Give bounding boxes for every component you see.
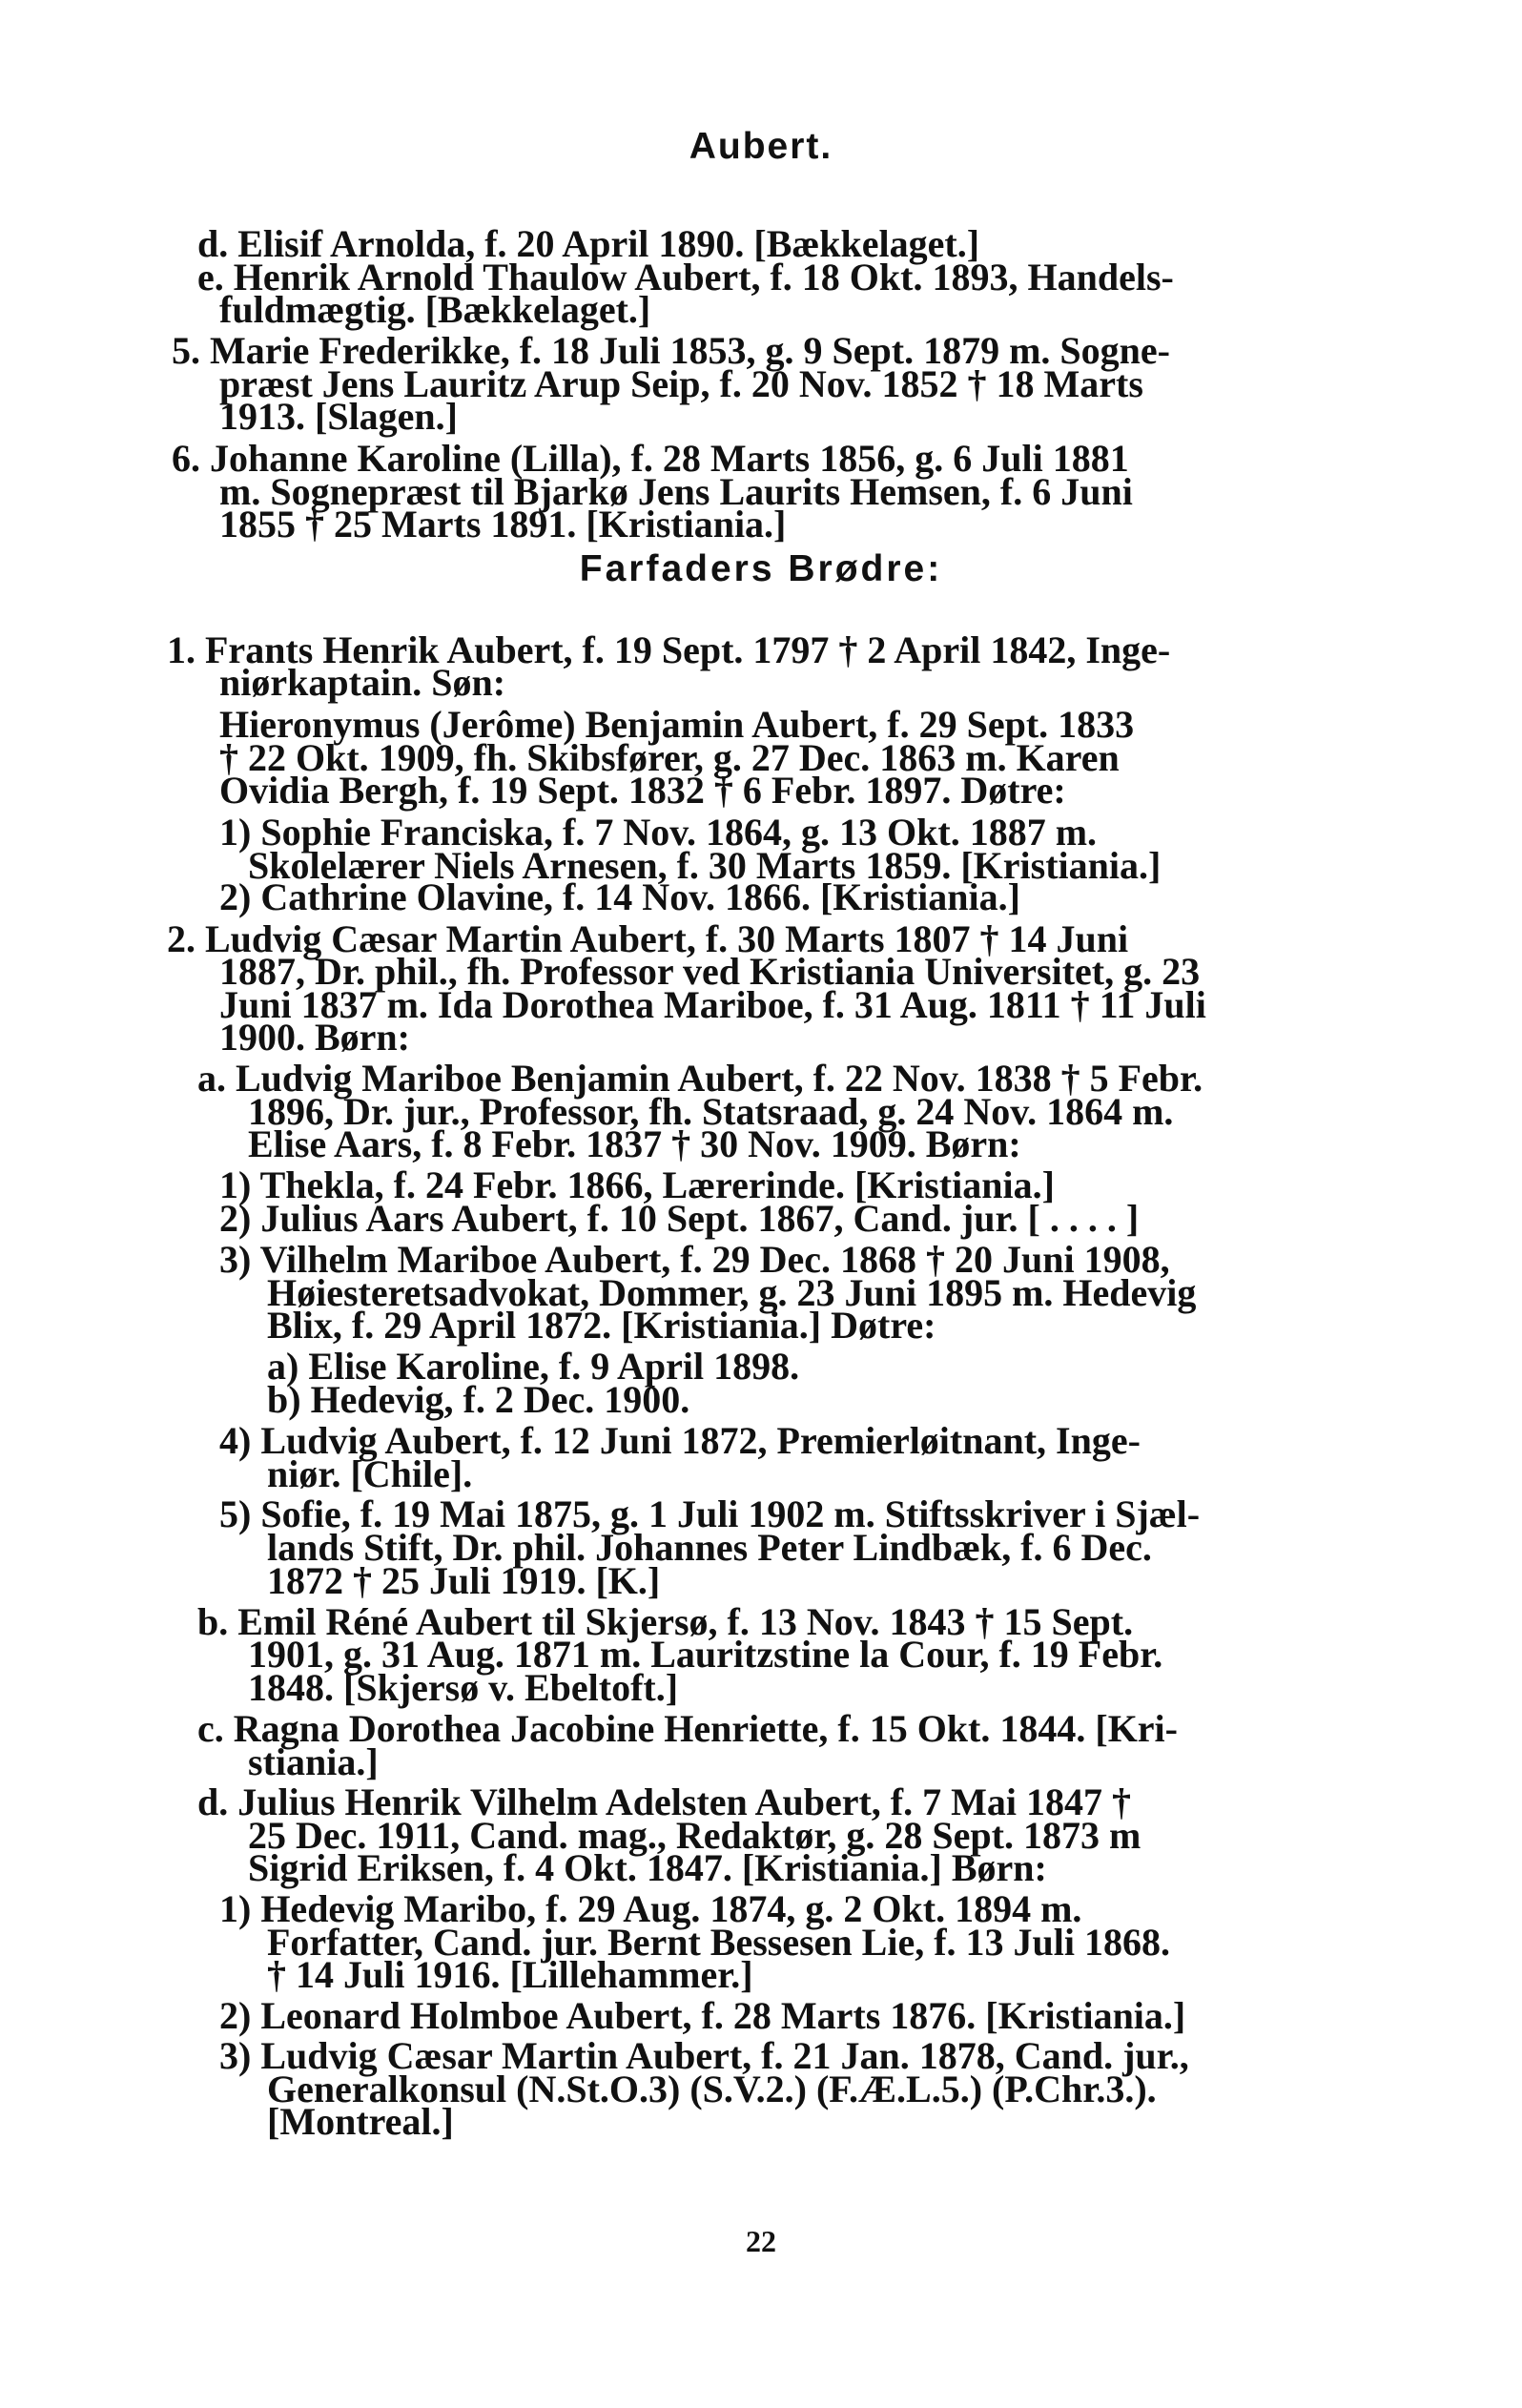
text-line: e. Henrik Arnold Thaulow Aubert, f. 18 Okt. 1893, Handels- — [197, 256, 1174, 298]
text-line: 5. Marie Frederikke, f. 18 Juli 1853, g. 9 Sept. 1879 m. Sogne- — [172, 329, 1170, 372]
text-line: 2) Julius Aars Aubert, f. 10 Sept. 1867, Cand. jur. [ . . . . ] — [219, 1197, 1140, 1240]
text-line: a) Elise Karoline, f. 9 April 1898. — [267, 1345, 800, 1388]
text-line: lands Stift, Dr. phil. Johannes Peter Lindbæk, f. 6 Dec. — [267, 1526, 1152, 1569]
text-line: 2) Leonard Holmboe Aubert, f. 28 Marts 1876. [Kristiania.] — [219, 1994, 1186, 2037]
page-number: 22 — [746, 2224, 776, 2258]
text-line: 5) Sofie, f. 19 Mai 1875, g. 1 Juli 1902 m. Stiftsskriver i Sjæl- — [219, 1492, 1201, 1535]
text-line: 1) Hedevig Maribo, f. 29 Aug. 1874, g. 2 Okt. 1894 m. — [219, 1887, 1082, 1930]
text-line: Blix, f. 29 April 1872. [Kristiania.] Døtre: — [267, 1304, 936, 1347]
text-line: b. Emil Réné Aubert til Skjersø, f. 13 Nov. 1843 † 15 Sept. — [197, 1600, 1134, 1643]
text-line: niørkaptain. Søn: — [219, 661, 506, 704]
text-line: d. Elisif Arnolda, f. 20 April 1890. [Bækkelaget.] — [197, 222, 980, 265]
running-header: Aubert. — [689, 126, 833, 167]
text-line: 1. Frants Henrik Aubert, f. 19 Sept. 1797 † 2 April 1842, Inge- — [167, 628, 1171, 671]
text-line: † 22 Okt. 1909, fh. Skibsfører, g. 27 Dec. 1863 m. Karen — [219, 736, 1120, 779]
text-line: 6. Johanne Karoline (Lilla), f. 28 Marts 1856, g. 6 Juli 1881 — [172, 437, 1129, 480]
text-line: 3) Vilhelm Mariboe Aubert, f. 29 Dec. 1868 † 20 Juni 1908, — [219, 1238, 1170, 1281]
text-line: Ovidia Bergh, f. 19 Sept. 1832 † 6 Febr. 1897. Døtre: — [219, 769, 1066, 812]
text-line: 25 Dec. 1911, Cand. mag., Redaktør, g. 28 Sept. 1873 m — [248, 1814, 1142, 1857]
text-line: 1913. [Slagen.] — [219, 395, 458, 438]
text-line: Sigrid Eriksen, f. 4 Okt. 1847. [Kristiania.] Børn: — [248, 1846, 1047, 1889]
text-line: fuldmægtig. [Bækkelaget.] — [219, 288, 651, 331]
text-line: b) Hedevig, f. 2 Dec. 1900. — [267, 1378, 690, 1421]
text-line: 3) Ludvig Cæsar Martin Aubert, f. 21 Jan. 1878, Cand. jur., — [219, 2034, 1189, 2077]
text-line: præst Jens Lauritz Arup Seip, f. 20 Nov. 1852 † 18 Marts — [219, 362, 1143, 405]
section-heading: Farfaders Brødre: — [579, 548, 943, 589]
text-line: 2. Ludvig Cæsar Martin Aubert, f. 30 Marts 1807 † 14 Juni — [167, 917, 1129, 960]
text-line: Skolelærer Niels Arnesen, f. 30 Marts 1859. [Kristiania.] — [248, 844, 1162, 887]
text-line: Generalkonsul (N.St.O.3) (S.V.2.) (F.Æ.L.5.) (P.Chr.3.). — [267, 2068, 1157, 2110]
text-line: stiania.] — [248, 1740, 379, 1783]
text-line: 1872 † 25 Juli 1919. [K.] — [267, 1559, 661, 1602]
text-line: Høiesteretsadvokat, Dommer, g. 23 Juni 1895 m. Hedevig — [267, 1271, 1197, 1314]
text-line: 1900. Børn: — [219, 1016, 410, 1059]
text-line: m. Sognepræst til Bjarkø Jens Laurits Hemsen, f. 6 Juni — [219, 470, 1133, 513]
text-line: Elise Aars, f. 8 Febr. 1837 † 30 Nov. 1909. Børn: — [248, 1122, 1021, 1165]
text-line: 4) Ludvig Aubert, f. 12 Juni 1872, Premierløitnant, Inge- — [219, 1419, 1141, 1462]
text-line: c. Ragna Dorothea Jacobine Henriette, f. 15 Okt. 1844. [Kri- — [197, 1707, 1178, 1750]
text-line: d. Julius Henrik Vilhelm Adelsten Aubert, f. 7 Mai 1847 † — [197, 1780, 1131, 1823]
text-line: 1896, Dr. jur., Professor, fh. Statsraad, g. 24 Nov. 1864 m. — [248, 1090, 1174, 1133]
text-line: Juni 1837 m. Ida Dorothea Mariboe, f. 31 Aug. 1811 † 11 Juli — [219, 983, 1206, 1026]
text-line: Forfatter, Cand. jur. Bernt Bessesen Lie, f. 13 Juli 1868. — [267, 1921, 1170, 1964]
text-line: [Montreal.] — [267, 2100, 454, 2143]
text-line: 2) Cathrine Olavine, f. 14 Nov. 1866. [Kristiania.] — [219, 875, 1020, 918]
text-line: 1887, Dr. phil., fh. Professor ved Kristiania Universitet, g. 23 — [219, 950, 1201, 993]
text-line: 1) Sophie Franciska, f. 7 Nov. 1864, g. 13 Okt. 1887 m. — [219, 811, 1098, 854]
text-line: 1848. [Skjersø v. Ebeltoft.] — [248, 1666, 679, 1709]
text-line: † 14 Juli 1916. [Lillehammer.] — [267, 1953, 753, 1996]
text-line: 1901, g. 31 Aug. 1871 m. Lauritzstine la Cour, f. 19 Febr. — [248, 1633, 1163, 1676]
text-line: 1) Thekla, f. 24 Febr. 1866, Lærerinde. [Kristiania.] — [219, 1163, 1055, 1206]
text-line: a. Ludvig Mariboe Benjamin Aubert, f. 22 Nov. 1838 † 5 Febr. — [197, 1057, 1203, 1100]
text-line: Hieronymus (Jerôme) Benjamin Aubert, f. 29 Sept. 1833 — [219, 703, 1135, 746]
text-line: 1855 † 25 Marts 1891. [Kristiania.] — [219, 503, 787, 545]
text-line: niør. [Chile]. — [267, 1452, 473, 1495]
